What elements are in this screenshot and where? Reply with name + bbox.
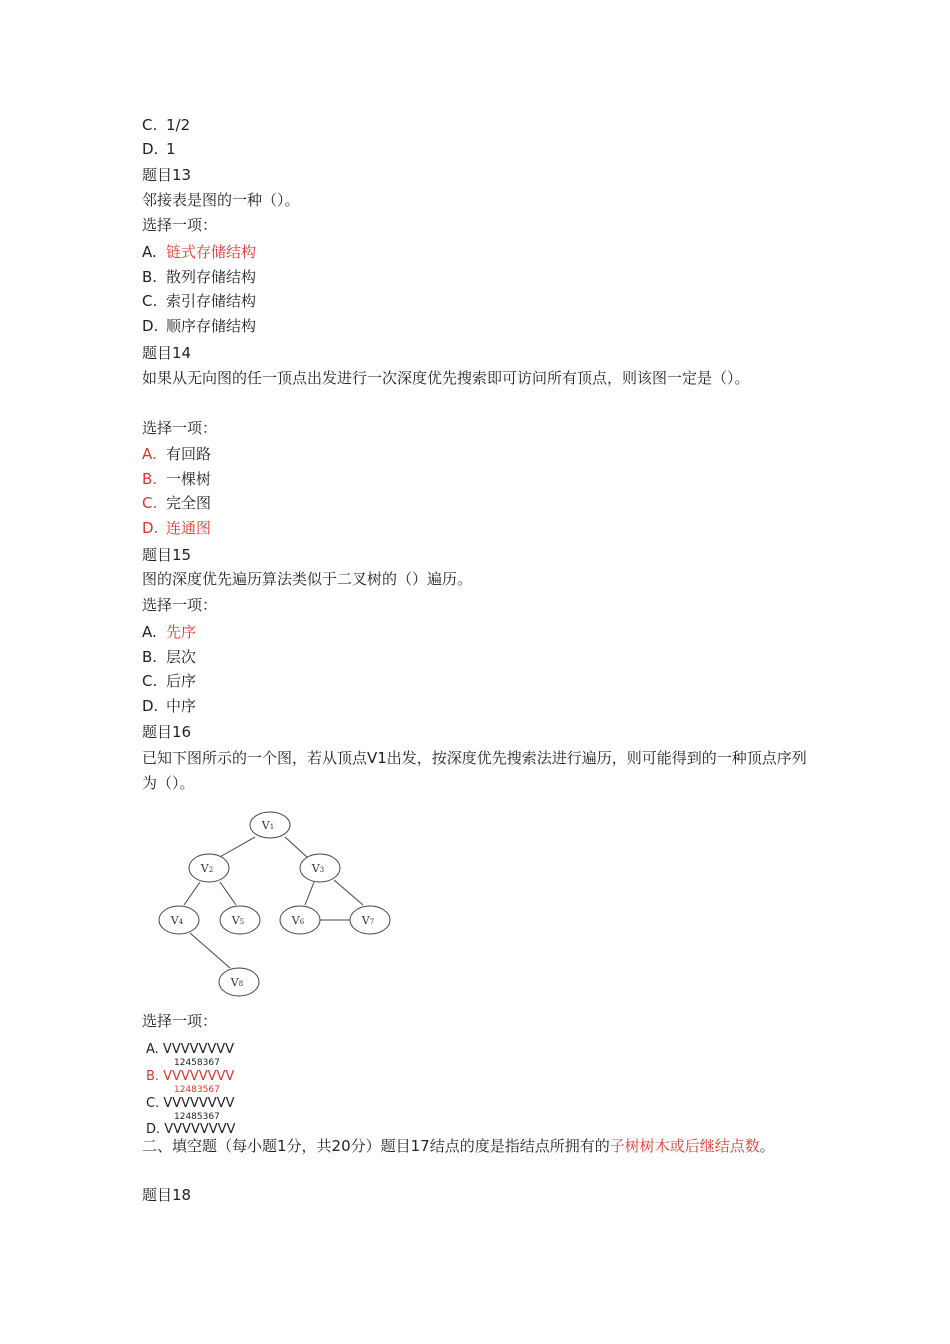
- q13-prompt: 选择一项：: [142, 216, 218, 234]
- graph-label-v4: V4: [170, 914, 184, 927]
- q13-option-c: C. 索引存储结构: [142, 292, 257, 310]
- q13-option-a: A. 链式存储结构: [142, 243, 257, 261]
- q15-title: 题目15: [142, 546, 192, 564]
- q13-option-d: D. 顺序存储结构: [142, 317, 257, 335]
- graph-figure: [150, 805, 400, 1000]
- graph-label-v7: V7: [361, 914, 375, 927]
- q14-option-a: A. 有回路: [142, 445, 212, 463]
- q13-stem: 邻接表是图的一种（）。: [142, 191, 300, 209]
- q15-prompt: 选择一项：: [142, 596, 218, 614]
- q15-option-a: A. 先序: [142, 623, 197, 641]
- q14-stem: 如果从无向图的任一顶点出发进行一次深度优先搜索即可访问所有顶点，则该图一定是（）。: [142, 369, 750, 387]
- option-d: D. 1: [142, 140, 176, 158]
- graph-label-v1: V1: [261, 819, 275, 832]
- q16-option-c-sub: 12485367: [174, 1112, 220, 1122]
- q18-title: 题目18: [142, 1186, 192, 1204]
- q14-option-b: B. 一棵树: [142, 470, 212, 488]
- graph-nodes: [159, 812, 390, 996]
- q13-answer: 链式存储结构: [166, 243, 257, 261]
- graph-label-v5: V5: [231, 914, 245, 927]
- q13-title: 题目13: [142, 166, 192, 184]
- q14-prompt: 选择一项：: [142, 419, 218, 437]
- q16-option-b: B. VVVVVVVV: [146, 1069, 235, 1084]
- q13-option-b: B. 散列存储结构: [142, 268, 257, 286]
- option-c: C. 1/2: [142, 116, 191, 134]
- q16-stem: 已知下图所示的一个图，若从顶点V1出发，按深度优先搜索法进行遍历，则可能得到的一种顶点序列为（）。: [142, 749, 807, 792]
- q14-option-c: C. 完全图: [142, 494, 212, 512]
- q15-option-c: C. 后序: [142, 672, 197, 690]
- q15-option-d: D. 中序: [142, 697, 197, 715]
- q16-title: 题目16: [142, 723, 192, 741]
- q14-option-d: D. 连通图: [142, 519, 212, 537]
- q17-answer: 子树树木或后继结点数: [609, 1137, 760, 1155]
- q16-option-c: C. VVVVVVVV: [146, 1096, 235, 1111]
- graph-label-v3: V3: [311, 862, 325, 875]
- graph-label-v8: V8: [230, 976, 244, 989]
- section2-q17: 二、填空题（每小题1分，共20分）题目17结点的度是指结点所拥有的子树树木或后继结点数。: [142, 1137, 775, 1155]
- q16-option-a: A. VVVVVVVV: [146, 1042, 235, 1057]
- q14-answer: 连通图: [166, 519, 212, 537]
- graph-label-v2: V2: [200, 862, 214, 875]
- q15-answer: 先序: [166, 623, 197, 641]
- q16-option-d: D. VVVVVVVV: [146, 1122, 236, 1137]
- q16-prompt: 选择一项：: [142, 1012, 218, 1030]
- q15-stem: 图的深度优先遍历算法类似于二叉树的（）遍历。: [142, 570, 473, 588]
- q15-option-b: B. 层次: [142, 648, 197, 666]
- q16-option-a-sub: 12458367: [174, 1058, 220, 1068]
- q16-option-b-sub: 12483567: [174, 1085, 220, 1095]
- graph-label-v6: V6: [291, 914, 305, 927]
- q14-title: 题目14: [142, 344, 192, 362]
